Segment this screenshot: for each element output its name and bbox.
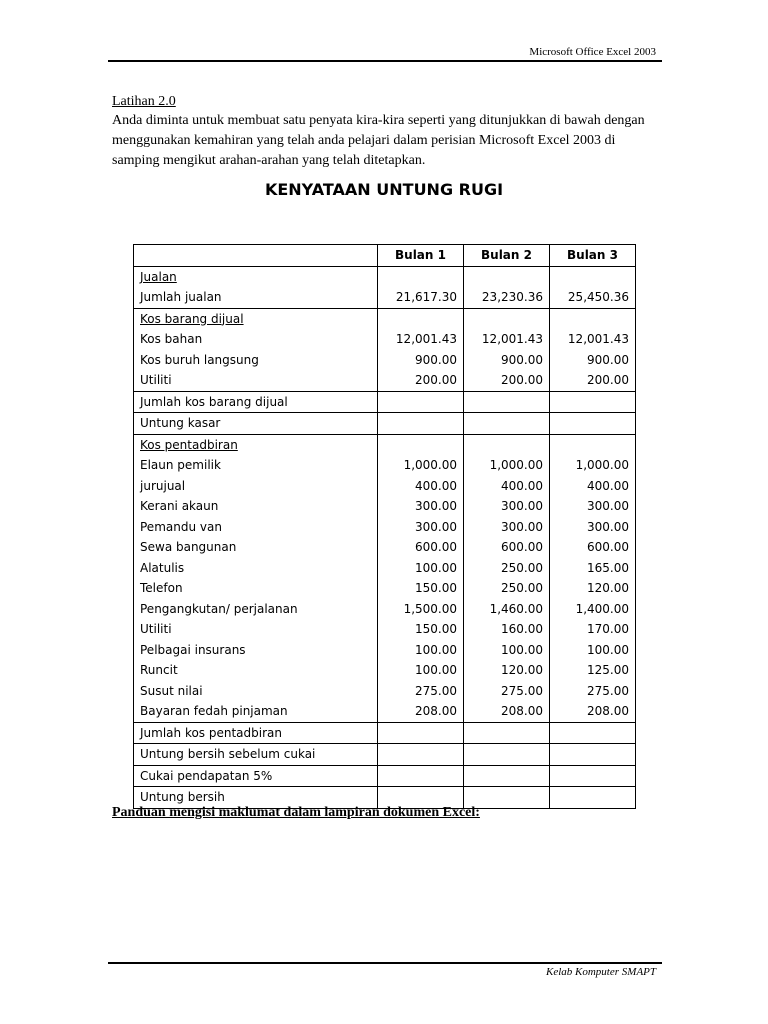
value-cell [378, 413, 464, 435]
row-label: Alatulis [134, 558, 378, 579]
value-cell: 600.00 [378, 537, 464, 558]
value-cell [378, 391, 464, 413]
value-cell [464, 434, 550, 455]
table-body [134, 266, 636, 808]
value-cell: 23,230.36 [464, 287, 550, 308]
value-cell: 1,500.00 [378, 599, 464, 620]
value-cell: 120.00 [464, 660, 550, 681]
value-cell: 300.00 [464, 496, 550, 517]
table-row [134, 391, 636, 413]
table-row [134, 578, 636, 599]
row-label: Pemandu van [134, 517, 378, 538]
table-row [134, 517, 636, 538]
value-cell [550, 787, 636, 809]
value-cell: 300.00 [550, 496, 636, 517]
table-row [134, 765, 636, 787]
row-label: Susut nilai [134, 681, 378, 702]
value-cell: 1,000.00 [550, 455, 636, 476]
table-header-row [134, 245, 636, 267]
row-label: Utiliti [134, 619, 378, 640]
value-cell: 21,617.30 [378, 287, 464, 308]
exercise-description: Anda diminta untuk membuat satu penyata kira-kira seperti yang ditunjukkan di bawah dengan menggunakan kemahiran yang telah anda pelajari dalam perisian Microsoft Excel 2003 di samping mengikut arahan-arahan yang telah ditetapkan. [112, 113, 645, 168]
footer-rule [108, 962, 662, 964]
value-cell: 200.00 [378, 370, 464, 391]
column-header: Bulan 2 [464, 245, 550, 267]
table-row [134, 619, 636, 640]
value-cell: 300.00 [378, 517, 464, 538]
value-cell [464, 266, 550, 287]
value-cell: 12,001.43 [550, 329, 636, 350]
value-cell: 165.00 [550, 558, 636, 579]
table-row [134, 681, 636, 702]
row-label: Jumlah kos pentadbiran [134, 722, 378, 744]
value-cell: 275.00 [464, 681, 550, 702]
value-cell [378, 308, 464, 329]
table-row [134, 660, 636, 681]
exercise-title: Latihan 2.0 [112, 94, 176, 109]
table-row [134, 476, 636, 497]
value-cell: 250.00 [464, 578, 550, 599]
table-row [134, 350, 636, 371]
row-label: Jumlah jualan [134, 287, 378, 308]
value-cell: 1,000.00 [378, 455, 464, 476]
value-cell: 170.00 [550, 619, 636, 640]
row-label: Untung bersih [134, 787, 378, 809]
value-cell: 900.00 [550, 350, 636, 371]
row-label: Bayaran fedah pinjaman [134, 701, 378, 722]
row-label: Pengangkutan/ perjalanan [134, 599, 378, 620]
value-cell: 208.00 [464, 701, 550, 722]
section-label: Kos pentadbiran [134, 434, 378, 455]
row-label: Untung bersih sebelum cukai [134, 744, 378, 766]
row-label: Runcit [134, 660, 378, 681]
value-cell: 125.00 [550, 660, 636, 681]
column-header [134, 245, 378, 267]
value-cell: 275.00 [550, 681, 636, 702]
value-cell [550, 413, 636, 435]
value-cell: 120.00 [550, 578, 636, 599]
table-row [134, 434, 636, 455]
value-cell [464, 722, 550, 744]
value-cell [550, 391, 636, 413]
table-row [134, 266, 636, 287]
table-row [134, 558, 636, 579]
value-cell: 100.00 [378, 558, 464, 579]
value-cell: 200.00 [464, 370, 550, 391]
value-cell [550, 722, 636, 744]
row-label: Kos buruh langsung [134, 350, 378, 371]
table-row [134, 370, 636, 391]
table-row [134, 701, 636, 722]
value-cell: 208.00 [550, 701, 636, 722]
section-label: Jualan [134, 266, 378, 287]
row-label: Pelbagai insurans [134, 640, 378, 661]
value-cell: 100.00 [378, 660, 464, 681]
table-row [134, 455, 636, 476]
table-row [134, 537, 636, 558]
value-cell: 12,001.43 [464, 329, 550, 350]
value-cell [378, 434, 464, 455]
column-header: Bulan 3 [550, 245, 636, 267]
table-row [134, 308, 636, 329]
table-row [134, 599, 636, 620]
value-cell: 150.00 [378, 578, 464, 599]
value-cell: 600.00 [550, 537, 636, 558]
value-cell: 100.00 [378, 640, 464, 661]
row-label: Cukai pendapatan 5% [134, 765, 378, 787]
value-cell: 400.00 [550, 476, 636, 497]
value-cell: 160.00 [464, 619, 550, 640]
value-cell: 100.00 [464, 640, 550, 661]
value-cell: 400.00 [464, 476, 550, 497]
row-label: Untung kasar [134, 413, 378, 435]
row-label: Sewa bangunan [134, 537, 378, 558]
value-cell: 400.00 [378, 476, 464, 497]
table-row [134, 329, 636, 350]
value-cell: 150.00 [378, 619, 464, 640]
value-cell [464, 308, 550, 329]
value-cell [464, 413, 550, 435]
page-header-text: Microsoft Office Excel 2003 [529, 46, 656, 58]
value-cell [550, 308, 636, 329]
value-cell: 1,000.00 [464, 455, 550, 476]
value-cell: 300.00 [378, 496, 464, 517]
table-row [134, 287, 636, 308]
table-row [134, 413, 636, 435]
value-cell [378, 744, 464, 766]
row-label: jurujual [134, 476, 378, 497]
column-header: Bulan 1 [378, 245, 464, 267]
value-cell [464, 744, 550, 766]
value-cell: 250.00 [464, 558, 550, 579]
value-cell: 100.00 [550, 640, 636, 661]
value-cell: 25,450.36 [550, 287, 636, 308]
profit-loss-table [133, 244, 636, 809]
value-cell: 300.00 [550, 517, 636, 538]
row-label: Elaun pemilik [134, 455, 378, 476]
value-cell: 275.00 [378, 681, 464, 702]
value-cell [550, 765, 636, 787]
value-cell [550, 744, 636, 766]
row-label: Telefon [134, 578, 378, 599]
value-cell: 208.00 [378, 701, 464, 722]
value-cell [464, 391, 550, 413]
value-cell [378, 722, 464, 744]
value-cell [550, 266, 636, 287]
value-cell: 300.00 [464, 517, 550, 538]
value-cell [378, 266, 464, 287]
value-cell: 1,460.00 [464, 599, 550, 620]
table-row [134, 744, 636, 766]
table-row [134, 640, 636, 661]
value-cell: 900.00 [378, 350, 464, 371]
value-cell [464, 765, 550, 787]
value-cell: 12,001.43 [378, 329, 464, 350]
guide-title: Panduan mengisi maklumat dalam lampiran dokumen Excel: [112, 805, 480, 820]
row-label: Utiliti [134, 370, 378, 391]
statement-title: KENYATAAN UNTUNG RUGI [264, 180, 504, 199]
row-label: Kos bahan [134, 329, 378, 350]
table-row [134, 722, 636, 744]
value-cell: 1,400.00 [550, 599, 636, 620]
page-footer-text: Kelab Komputer SMAPT [546, 966, 656, 978]
value-cell [550, 434, 636, 455]
value-cell: 200.00 [550, 370, 636, 391]
value-cell: 600.00 [464, 537, 550, 558]
table-row [134, 496, 636, 517]
row-label: Jumlah kos barang dijual [134, 391, 378, 413]
value-cell: 900.00 [464, 350, 550, 371]
row-label: Kerani akaun [134, 496, 378, 517]
value-cell [378, 765, 464, 787]
section-label: Kos barang dijual [134, 308, 378, 329]
header-rule [108, 60, 662, 62]
